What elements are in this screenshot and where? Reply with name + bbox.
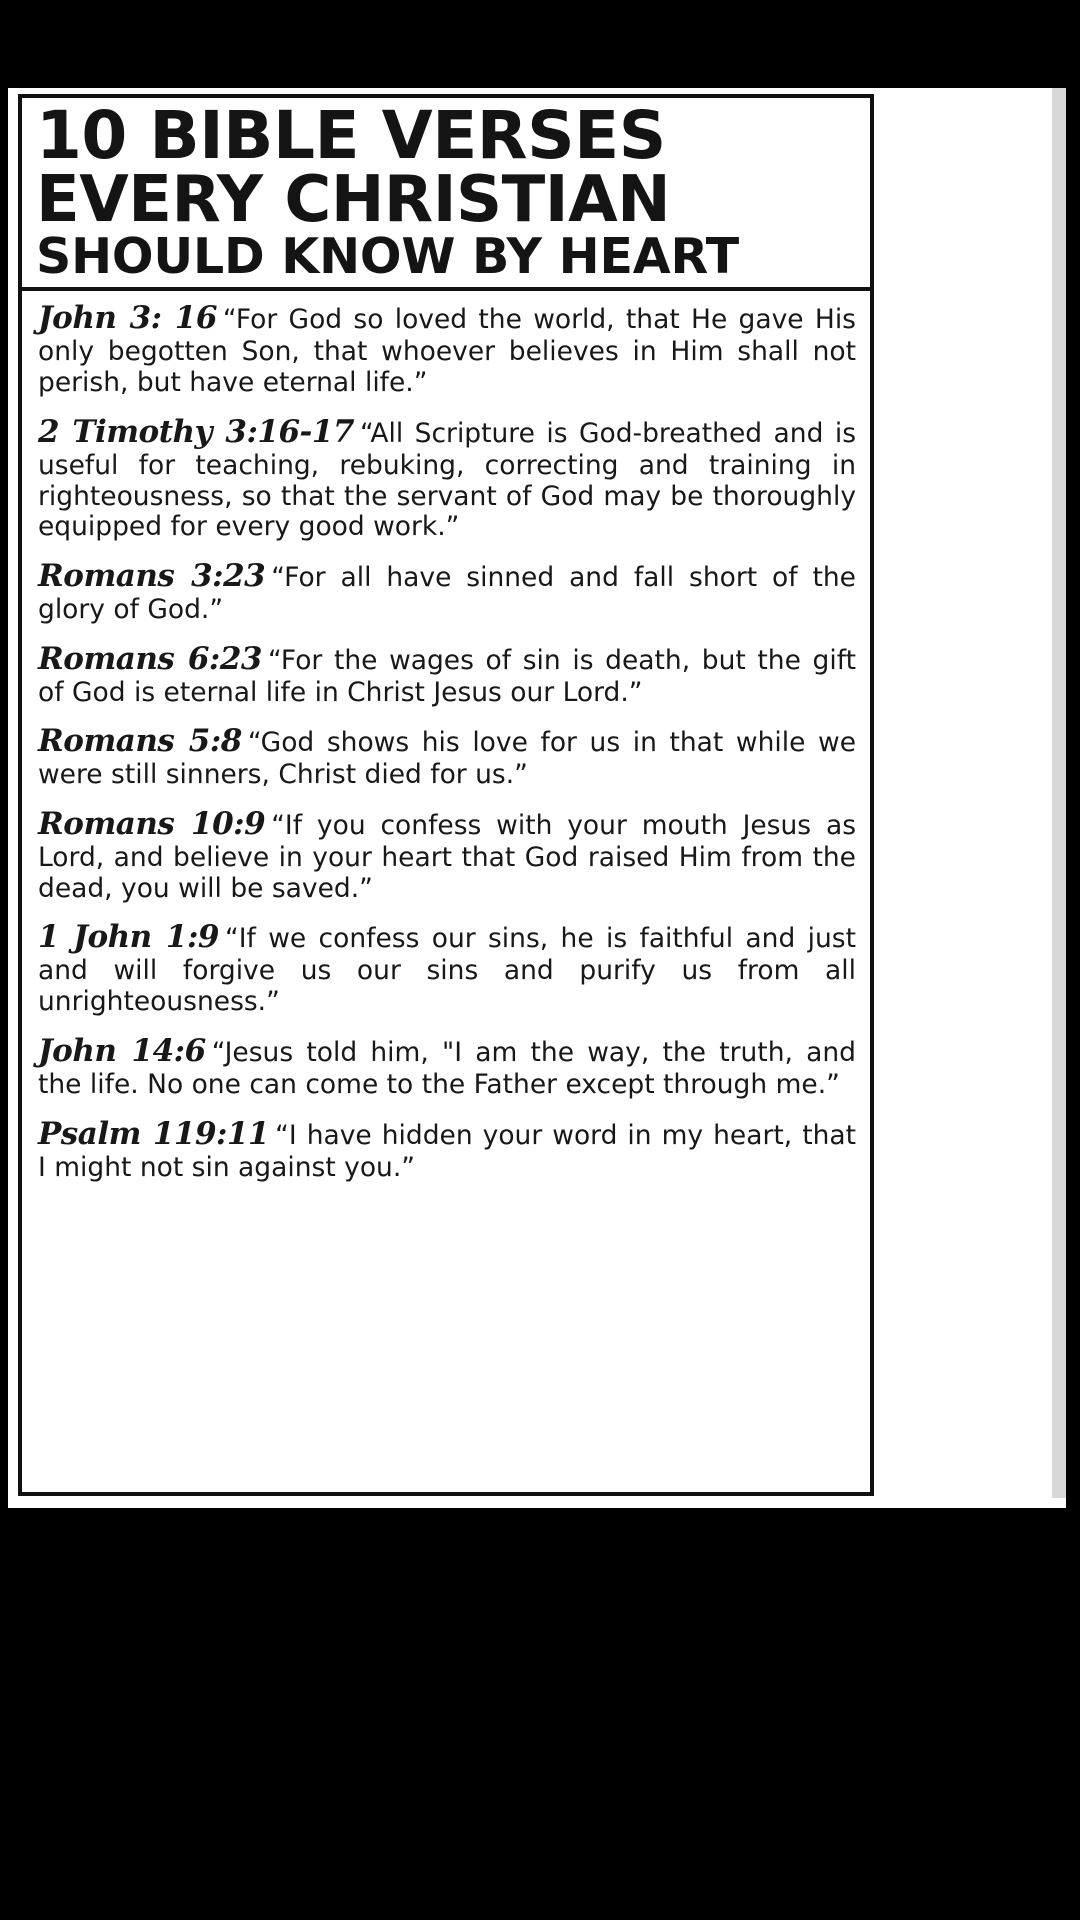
list-item [38, 415, 856, 543]
page-title-line-1: 10 BIBLE VERSES [36, 97, 666, 174]
verse-reference: 2 Timothy 3:16-17 [38, 413, 355, 450]
verse-reference: 1 John 1:9 [38, 919, 220, 956]
page-title-line-3: SHOULD KNOW BY HEART [36, 228, 740, 286]
paper-edge-shadow [1052, 88, 1066, 1508]
verse-reference: John 14:6 [38, 1032, 206, 1069]
verse-reference: Romans 3:23 [38, 557, 266, 594]
verse-text: “If you confess with your mouth Jesus as Lord, and believe in your heart that God raised Him from the dead, you will be saved.” [38, 810, 856, 904]
paper-bottom-edge [8, 1498, 1066, 1508]
list-item [38, 301, 856, 398]
verse-reference: Romans 5:8 [38, 723, 242, 760]
list-item [38, 1117, 856, 1184]
verse-text: “All Scripture is God-breathed and is useful for teaching, rebuking, correcting and training in righteousness, so that the servant of God may be thoroughly equipped for every good work.” [38, 417, 856, 543]
list-item [38, 559, 856, 626]
list-item [38, 920, 856, 1017]
verse-text: “If we confess our sins, he is faithful and just and will forgive us our sins and purify us from all unrighteousness.” [38, 923, 856, 1018]
list-item [38, 724, 856, 791]
list-item [38, 807, 856, 904]
verse-list [22, 291, 870, 1187]
poster-header [22, 98, 870, 291]
list-item [38, 1034, 856, 1101]
poster-sheet [8, 88, 1066, 1508]
page-title-line-2: EVERY CHRISTIAN [36, 162, 671, 237]
verse-reference: Romans 10:9 [38, 806, 266, 843]
verse-text: “For God so loved the world, that He gave His only begotten Son, that whoever believes in Him shall not perish, but have eternal life.” [38, 304, 856, 399]
poster-bordered-content [18, 94, 874, 1496]
verse-text: “For the wages of sin is death, but the gift of God is eternal life in Christ Jesus our Lord.” [38, 644, 856, 708]
verse-reference: Romans 6:23 [38, 640, 262, 677]
verse-reference: Psalm 119:11 [38, 1115, 270, 1152]
verse-reference: John 3: 16 [38, 300, 217, 337]
verse-text: “Jesus told him, "I am the way, the truth, and the life. No one can come to the Father except through me.” [38, 1036, 856, 1100]
verse-text: “I have hidden your word in my heart, that I might not sin against you.” [38, 1119, 857, 1183]
verse-text: “For all have sinned and fall short of the glory of God.” [38, 561, 856, 625]
verse-text: “God shows his love for us in that while we were still sinners, Christ died for us.” [38, 727, 856, 791]
list-item [38, 642, 856, 709]
